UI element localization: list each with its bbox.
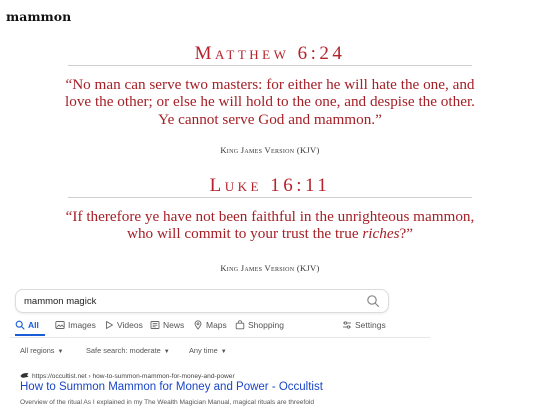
image-icon bbox=[55, 320, 65, 330]
tab-videos[interactable] bbox=[104, 320, 143, 330]
tabs-divider bbox=[10, 337, 430, 338]
tab-news[interactable] bbox=[150, 320, 184, 330]
tab-images[interactable] bbox=[55, 320, 96, 330]
search-icon bbox=[15, 320, 25, 330]
search-icon[interactable] bbox=[366, 294, 380, 308]
caret-down-icon: ▼ bbox=[220, 349, 227, 355]
verse-card-luke bbox=[0, 175, 540, 273]
verse-card-matthew bbox=[0, 43, 540, 155]
verse-text-part: ?” bbox=[399, 225, 413, 243]
verse-text-italic: riches bbox=[362, 225, 400, 243]
tab-label: Shopping bbox=[248, 320, 284, 330]
play-icon bbox=[104, 320, 114, 330]
site-favicon-icon bbox=[20, 372, 29, 380]
verse-text bbox=[55, 208, 485, 243]
result-url-text: https://occultist.net › how-to-summon-mammon-for-money-and-power bbox=[32, 372, 235, 380]
caret-down-icon: ▼ bbox=[163, 349, 170, 355]
verse-version: King James Version (KJV) bbox=[220, 145, 320, 156]
filter-region[interactable] bbox=[20, 346, 63, 355]
search-input[interactable] bbox=[24, 292, 354, 310]
filter-safe-search[interactable] bbox=[86, 346, 170, 355]
verse-reference: Luke 16:11 bbox=[209, 175, 331, 196]
sliders-icon bbox=[342, 320, 352, 330]
shopping-bag-icon bbox=[235, 320, 245, 330]
result-title-link[interactable]: How to Summon Mammon for Money and Power - Occultist bbox=[20, 381, 323, 393]
verse-reference: Matthew 6:24 bbox=[194, 43, 346, 64]
filter-label: Any time bbox=[189, 346, 218, 355]
tab-maps[interactable] bbox=[193, 320, 227, 330]
verse-divider bbox=[68, 65, 472, 66]
tab-label: All bbox=[28, 320, 39, 330]
tab-label: Maps bbox=[206, 320, 227, 330]
filter-time[interactable] bbox=[189, 346, 227, 355]
filter-label: Safe search: moderate bbox=[86, 346, 161, 355]
verse-version: King James Version (KJV) bbox=[220, 262, 320, 273]
settings-label: Settings bbox=[355, 320, 386, 330]
tab-label: Videos bbox=[117, 320, 143, 330]
verse-divider bbox=[68, 197, 472, 198]
result-url[interactable] bbox=[20, 372, 235, 380]
result-snippet: Overview of the ritual As I explained in my The Wealth Magician Manual, magical rituals are threefold bbox=[20, 399, 315, 406]
search-tabs bbox=[15, 320, 389, 336]
tab-all[interactable] bbox=[15, 320, 39, 330]
verse-text-part: “If therefore ye have not been faithful in the unrighteous mammon, who will commit to your trust the true bbox=[65, 208, 475, 243]
verse-text: “No man can serve two masters: for either he will hate the one, and love the other; or else he will hold to the one, and despise the other. Ye cannot serve God and mammon.” bbox=[65, 76, 475, 128]
tab-label: Images bbox=[68, 320, 96, 330]
tab-shopping[interactable] bbox=[235, 320, 284, 330]
active-tab-indicator bbox=[15, 334, 45, 336]
tab-label: News bbox=[163, 320, 185, 330]
settings-button[interactable] bbox=[342, 320, 386, 330]
caret-down-icon: ▼ bbox=[57, 349, 64, 355]
search-box bbox=[15, 289, 389, 313]
filter-label: All regions bbox=[20, 346, 55, 355]
news-icon bbox=[150, 320, 160, 330]
page-title: mammon bbox=[6, 9, 72, 24]
map-pin-icon bbox=[193, 320, 203, 330]
